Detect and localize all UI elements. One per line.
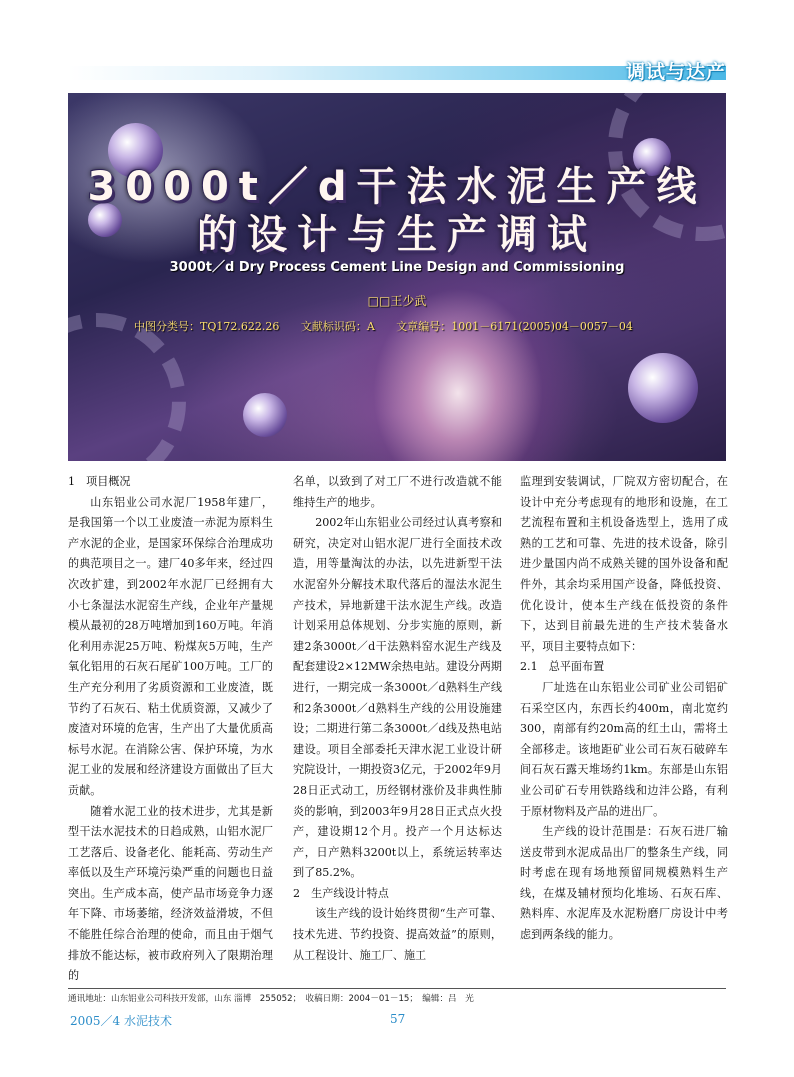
subsection-heading: 2.1 总平面布置 bbox=[520, 660, 605, 674]
footnote-divider bbox=[68, 988, 726, 989]
page-number: 57 bbox=[390, 1012, 406, 1026]
title-banner bbox=[68, 93, 726, 461]
article-number: 文章编号：1001－6171(2005)04－0057－04 bbox=[396, 320, 633, 333]
paragraph: 名单，以致到了对工厂不进行改造就不能维持生产的地步。 bbox=[293, 475, 502, 509]
paragraph: 随着水泥工业的技术进步，尤其是新型干法水泥技术的日趋成熟，山铝水泥厂工艺落后、设备老化、能耗高、劳动生产率低以及生产环境污染严重的问题也日益突出。生产成本高，使产品市场竞争力逐年下降、市场萎缩，经济效益滑坡，不但不能胜任综合治理的使命，而且由于烟气排放不能达标，被市政府列入了限期治理的 bbox=[68, 804, 273, 983]
document-code: 文献标识码：A bbox=[300, 320, 375, 333]
paragraph: 该生产线的设计始终贯彻“生产可靠、技术先进、节约投资、提高效益”的原则，从工程设计、施工厂、施工 bbox=[293, 907, 502, 962]
author: □□王少武 bbox=[367, 294, 427, 308]
journal-issue: 2005／4 水泥技术 bbox=[70, 1014, 172, 1028]
paragraph: 厂址选在山东铝业公司矿业公司铝矿石采空区内，东西长约400m，南北宽约300，南部有约20m高的红土山，需将土全部移走。该地距矿业公司石灰石破碎车间石灰石露天堆场约1km。东部是山东铝业公司矿石专用铁路线和边沣公路，有利于原材物料及产品的进出厂。 bbox=[520, 680, 728, 818]
footnote: 通讯地址：山东铝业公司科技开发部，山东 淄博 255052； 收稿日期：2004－01－15； 编辑：吕 光 bbox=[68, 994, 474, 1004]
paragraph: 生产线的设计范围是：石灰石进厂输送皮带到水泥成品出厂的整条生产线，同时考虑在现有场地预留同规模熟料生产线，在煤及辅材预均化堆场、石灰石库、熟料库、水泥库及水泥粉磨厂房设计中考虑到两条线的能力。 bbox=[520, 825, 728, 942]
english-title: 3000t／d Dry Process Cement Line Design and Commissioning bbox=[169, 260, 625, 275]
paragraph: 监理到安装调试，厂院双方密切配合，在设计中充分考虑现有的地形和设施，在工艺流程布置和主机设备选型上，选用了成熟的工艺和可靠、先进的技术设备，除引进少量国内尚不成熟关键的国外设备和配件外，其余均采用国产设备，降低投资、优化设计，使本生产线在低投资的条件下，达到目前最先进的生产技术装备水平，项目主要特点如下： bbox=[520, 475, 728, 653]
text-column-1 bbox=[68, 472, 273, 987]
sphere-decoration bbox=[243, 393, 287, 437]
gear-decoration bbox=[68, 313, 186, 461]
section-tag: 调试与达产 bbox=[625, 61, 726, 83]
sphere-decoration bbox=[628, 353, 698, 423]
section-heading: 1 项目概况 bbox=[68, 475, 131, 488]
text-column-3 bbox=[520, 472, 728, 946]
paragraph: 山东铝业公司水泥厂1958年建厂，是我国第一个以工业废渣一赤泥为原料生产水泥的企业，是国家环保综合治理成功的典范项目之一。建厂40多年来，经过四次改扩建，到2002年水泥厂已经拥有大小七条湿法水泥窑生产线，企业年产量规模从最初的28万吨增加到160万吨。年消化利用赤泥25万吨、粉煤灰5万吨，生产氧化铝用的石灰石尾矿100万吨。工厂的生产充分利用了劣质资源和工业废渣，既节约了石灰石、粘土优质资源，又减少了废渣对环境的危害，生产出了大量优质高标号水泥。在消除公害、保护环境，为水泥工业的发展和经济建设方面做出了巨大贡献。 bbox=[68, 495, 273, 797]
text-column-2 bbox=[293, 472, 502, 966]
article-metadata bbox=[134, 318, 651, 334]
section-heading: 2 生产线设计特点 bbox=[293, 886, 389, 900]
paragraph: 2002年山东铝业公司经过认真考察和研究，决定对山铝水泥厂进行全面技术改造，用等量淘汰的办法，以先进新型干法水泥窑外分解技术取代落后的湿法水泥生产技术，异地新建干法水泥生产线。改造计划采用总体规划、分步实施的原则，新建2条3000t／d干法熟料窑水泥生产线及配套建设2×12MW余热电站。建设分两期进行，一期完成一条3000t／d熟料生产线和2条3000t／d熟料生产线的公用设施建设；二期进行第二条3000t／d线及热电站建设。项目全部委托天津水泥工业设计研究院设计，一期投资3亿元，于2002年9月28日正式动工，历经钢材涨价及非典性肺炎的影响，到2003年9月28日正式点火投产，建设期12个月。投产一个月达标达产，日产熟料3200t以上，系统运转率达到了85.2%。 bbox=[293, 516, 502, 880]
article-title-line-2: 的设计与生产调试 bbox=[197, 212, 597, 258]
clc-number: 中图分类号：TQ172.622.26 bbox=[134, 320, 280, 333]
article-title-line-1: 3000t／d干法水泥生产线 bbox=[87, 164, 707, 210]
